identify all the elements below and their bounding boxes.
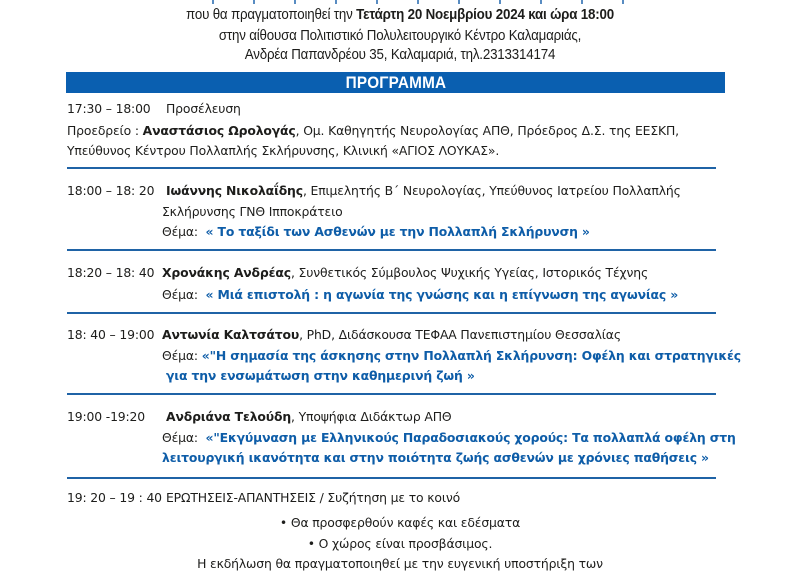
address-line: Ανδρέα Παπανδρέου 35, Καλαμαριά, τηλ.2313314174 — [244, 47, 556, 63]
chair-description: , Ομ. Καθηγητής Νευρολογίας ΑΠΘ, Πρόεδρος Δ.Σ. της ΕΕΣΚΠ, — [295, 123, 679, 138]
event-date-line — [32, 7, 768, 23]
chair-name: Αναστάσιος Ωρολογάς — [142, 123, 296, 138]
topic-label: Θέμα: — [162, 287, 198, 302]
speaker-name: Ανδριάνα Τελούδη — [166, 409, 292, 424]
talk-topic: «"Η σημασία της άσκησης στην Πολλαπλή Σκλήρυνση: Οφέλη και στρατηγικές — [201, 348, 741, 363]
qa-time: 19: 20 – 19 : 40 — [67, 490, 162, 505]
divider — [67, 167, 716, 169]
speaker-description: , Συνθετικός Σύμβουλος Ψυχικής Υγείας, Ιστορικός Τέχνης — [290, 265, 649, 280]
venue-line: στην αίθουσα Πολιτιστικό Πολυλειτουργικό Κέντρο Καλαμαριάς, — [218, 28, 582, 44]
speaker-description: , PhD, Διδάσκουσα ΤΕΦΑΑ Πανεπιστημίου Θεσσαλίας — [299, 327, 621, 342]
talk-speaker-line — [162, 327, 621, 342]
talk-speaker-line — [162, 265, 648, 280]
program-banner — [66, 72, 725, 93]
talk-topic-continued: για την ενσωμάτωση στην καθημερινή ζωή » — [166, 368, 475, 383]
speaker-name: Αντωνία Καλτσάτου — [162, 327, 300, 342]
talk-topic: « Μιά επιστολή : η αγωνία της γνώσης και η επίγνωση της αγωνίας » — [205, 287, 679, 302]
speaker-description-2: Σκλήρυνσης ΓΝΘ Ιπποκράτειο — [162, 204, 343, 219]
talk-speaker-line — [166, 183, 681, 198]
divider — [67, 393, 716, 395]
arrival-time: 17:30 – 18:00 — [67, 101, 151, 116]
arrival-label: Προσέλευση — [166, 101, 241, 116]
talk-speaker-line — [166, 409, 451, 424]
chair-prefix: Προεδρείο : — [67, 123, 143, 138]
speaker-description: , Υποψήφια Διδάκτωρ ΑΠΘ — [291, 409, 452, 424]
talk-time: 19:00 -19:20 — [67, 409, 146, 424]
date-prefix: που θα πραγματοποιηθεί την — [185, 7, 357, 23]
talk-time: 18:00 – 18: 20 — [67, 183, 155, 198]
speaker-name: Χρονάκης Ανδρέας — [162, 265, 291, 280]
topic-label: Θέμα: — [162, 224, 198, 239]
program-title: ΠΡΟΓΡΑΜΜΑ — [345, 73, 446, 92]
chair-line — [67, 123, 679, 138]
divider — [67, 477, 716, 479]
talk-topic-line — [162, 287, 678, 302]
talk-topic-line — [162, 348, 741, 363]
cut-off-title-fragment — [190, 0, 650, 4]
note-accessibility: • Ο χώρος είναι προσβάσιμος. — [307, 536, 493, 551]
divider — [67, 249, 716, 251]
talk-topic: «"Εκγύμναση με Ελληνικούς Παραδοσιακούς χορούς: Τα πολλαπλά οφέλη στη — [205, 430, 736, 445]
chair-description-2: Υπεύθυνος Κέντρου Πολλαπλής Σκλήρυνσης, Κλινική «ΑΓΙΟΣ ΛΟΥΚΑΣ». — [67, 143, 500, 158]
talk-time: 18: 40 – 19:00 — [67, 327, 155, 342]
speaker-name: Ιωάννης Νικολαΐδης — [166, 183, 303, 198]
talk-topic-continued: λειτουργική ικανότητα και στην ποιότητα ζωής ασθενών με χρόνιες παθήσεις » — [162, 450, 709, 465]
note-refreshments: • Θα προσφερθούν καφές και εδέσματα — [279, 515, 521, 530]
talk-time: 18:20 – 18: 40 — [67, 265, 155, 280]
talk-topic-line — [162, 224, 590, 239]
qa-label: ΕΡΩΤΗΣΕΙΣ-ΑΠΑΝΤΗΣΕΙΣ / Συζήτηση με το κοινό — [166, 490, 461, 505]
speaker-description: , Επιμελητής Β΄ Νευρολογίας, Υπεύθυνος Ιατρείου Πολλαπλής — [302, 183, 681, 198]
topic-label: Θέμα: — [162, 430, 198, 445]
divider — [67, 312, 716, 314]
talk-topic: « Το ταξίδι των Ασθενών με την Πολλαπλή Σκλήρυνση » — [205, 224, 590, 239]
event-date: Τετάρτη 20 Νοεμβρίου 2024 και ώρα 18:00 — [356, 7, 614, 23]
topic-label: Θέμα: — [162, 348, 198, 363]
note-sponsors: Η εκδήλωση θα πραγματοποιηθεί με την ευγενική υποστήριξη των — [197, 556, 603, 571]
talk-topic-line — [162, 430, 736, 445]
